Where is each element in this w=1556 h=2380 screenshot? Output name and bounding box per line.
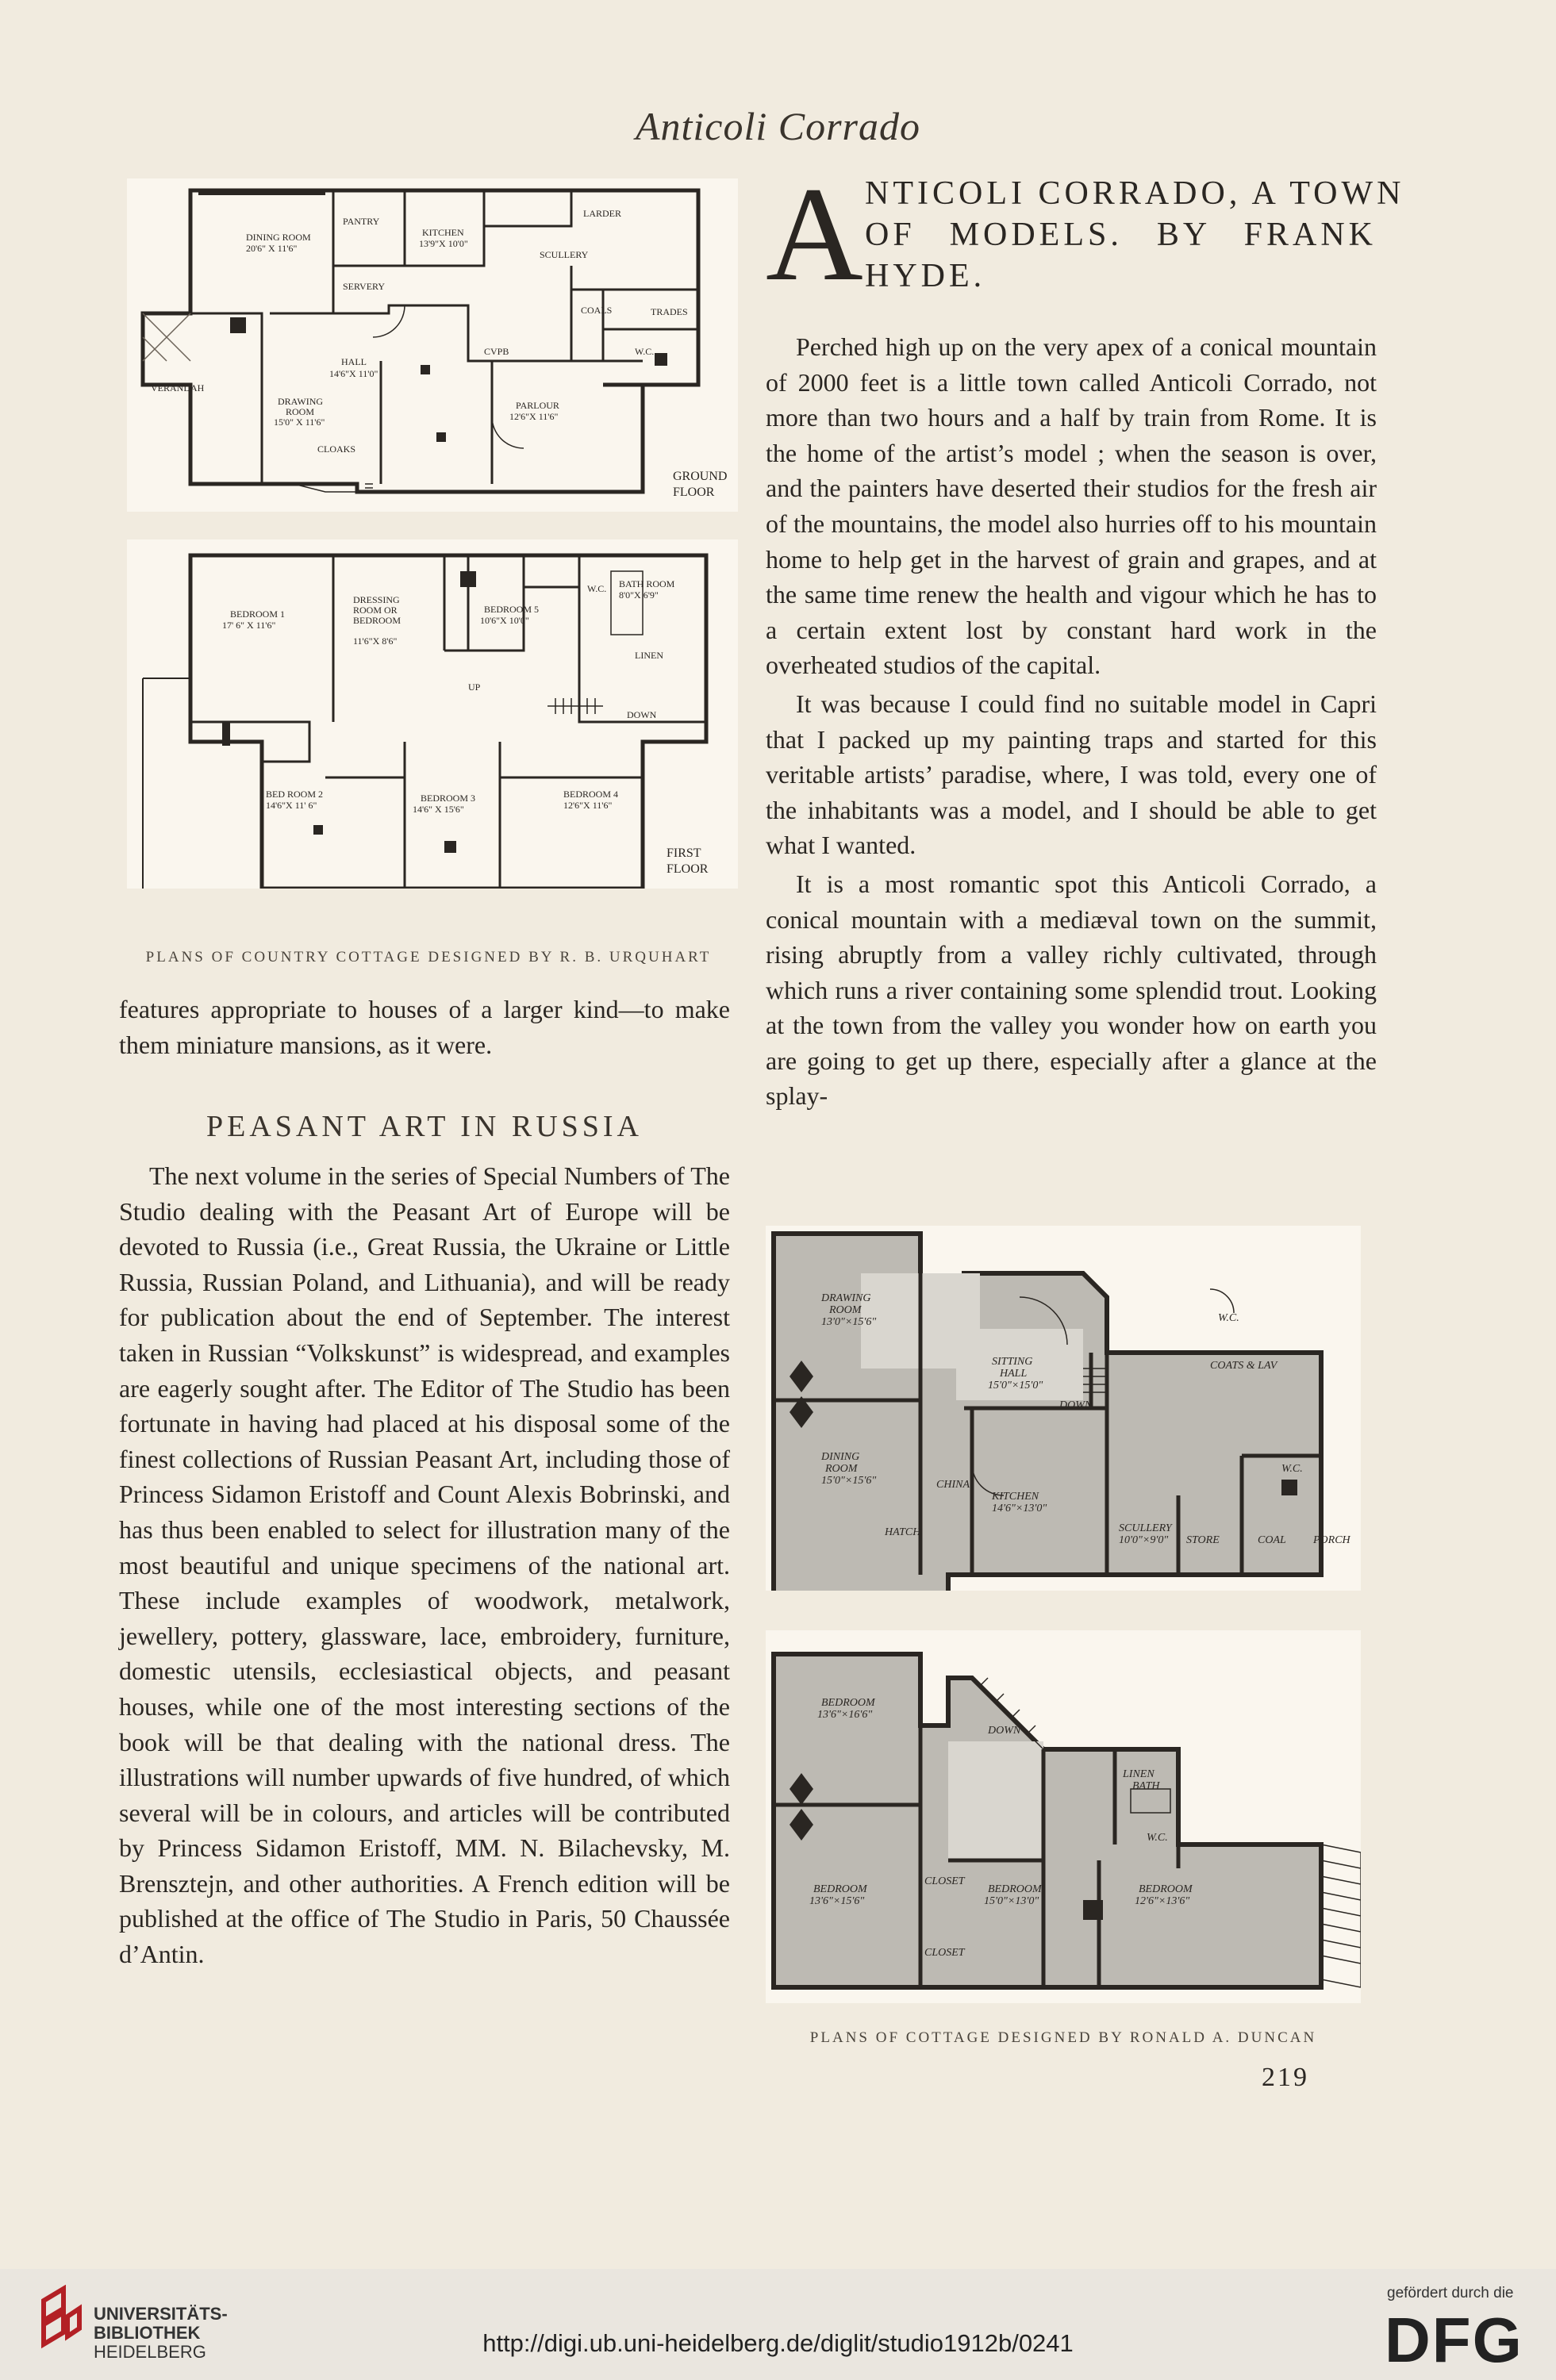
plan-label: COATS & LAV bbox=[1210, 1360, 1277, 1372]
dropcap: A bbox=[766, 159, 863, 309]
plan-label: W.C. bbox=[635, 346, 655, 357]
plan-label: W.C. bbox=[1147, 1832, 1168, 1844]
article-paragraph: Perched high up on the very apex of a conical mountain of 2000 feet is a little town called Anticoli Corrado, not more than two hours and a half by train from Rome. It is the home of the artist’s model ; when the season is over, and the painters have deserted their studios for the fresh air of the mountains, the model also hurries off to his mountain home to help get in the harvest of grain and grapes, and at the same time renew the health and vigour which he has to a certain extent lost by constant hard work in the overheated studios of the capital. bbox=[766, 332, 1377, 680]
plan-label: UP bbox=[468, 681, 481, 693]
plan-label: LINEN bbox=[635, 650, 663, 661]
plan-label: DRESSING bbox=[353, 594, 400, 605]
plan-label: SCULLERY bbox=[540, 249, 589, 260]
plan-label: BATH ROOM bbox=[619, 578, 675, 589]
plan-label: COAL bbox=[1258, 1534, 1286, 1546]
plan-label: HALL bbox=[341, 356, 367, 367]
section-body: The next volume in the series of Special Numbers of The Studio dealing with the Peasant Art of Europe will be devoted to Russia (i.e., Great Russia, the Ukraine or Little Russia, Russian Poland, and Lithuania), and will be ready for publication about the end of September. The interest taken in Russian “Volkskunst” is widespread, and examples are eagerly sought after. The Editor of The Studio has been fortunate in having had placed at his disposal some of the finest collections of Russian Peasant Art, including those of Princess Sidamon Eristoff and Count Alexis Bobrinski, and has thus been enabled to select for illustration many of the most beautiful and unique specimens of the national art. These include examples of woodwork, metalwork, jewellery, pottery, glassware, lace, embroidery, furniture, domestic utensils, ecclesiastical objects, and peasant houses, while one of the most interesting sections of the book will be that dealing with the national dress. The illustrations will number upwards of five hundred, of which several will be in colours, and articles will be contributed by Princess Sidamon Eristoff, MM. N. Bilachevsky, M. Brensztejn, and other authorities. A French edition will be published at the office of The Studio in Paris, 50 Chaussée d’Antin. bbox=[119, 1161, 730, 1969]
plan-label: CLOSET bbox=[924, 1947, 965, 1959]
plan-label: DINING bbox=[821, 1451, 860, 1463]
article-paragraph: It was because I could find no suitable model in Capri that I packed up my painting traps and started for this veritable artists’ paradise, where, I was told, every one of the inhabitants was a model, and I should be able to get what I wanted. bbox=[766, 689, 1377, 860]
urquhart-plan-caption: PLANS OF COUNTRY COTTAGE DESIGNED BY R. B. URQUHART bbox=[145, 949, 712, 965]
plan-label: BED ROOM 2 bbox=[266, 789, 324, 800]
plan-label: W.C. bbox=[587, 583, 607, 594]
running-head: Anticoli Corrado bbox=[635, 104, 921, 148]
plan-label: 10'0"×9'0" bbox=[1119, 1534, 1169, 1546]
plan-label: 12'6"×13'6" bbox=[1135, 1895, 1190, 1907]
plan-label: 14'6"×13'0" bbox=[992, 1503, 1047, 1514]
plan-label: 15'0"×15'0" bbox=[988, 1380, 1043, 1392]
plan-label: 13'9"X 10'0" bbox=[419, 238, 468, 249]
plan-label: DOWN bbox=[627, 709, 657, 720]
plan-label: 13'0"×15'6" bbox=[821, 1316, 877, 1328]
plan-label: DOWN bbox=[988, 1725, 1021, 1737]
title-line: HYDE. bbox=[865, 258, 986, 294]
urquhart-first-floor-plan bbox=[127, 539, 738, 889]
plan-label: 11'6"X 8'6" bbox=[353, 635, 398, 647]
plan-label: BEDROOM 1 bbox=[230, 608, 286, 620]
plan-label: BEDROOM bbox=[1139, 1883, 1193, 1895]
plan-label: 15'0"×15'6" bbox=[821, 1475, 877, 1487]
plan-label: 14'6"X 11' 6" bbox=[266, 800, 317, 811]
plan-label: BEDROOM bbox=[821, 1697, 875, 1709]
plan-label: BEDROOM bbox=[988, 1883, 1042, 1895]
continuation-paragraph: features appropriate to houses of a larger kind—to make them miniature mansions, as it were. bbox=[119, 995, 730, 1059]
article-paragraph: It is a most romantic spot this Anticoli Corrado, a conical mountain with a mediæval town on the summit, rising abruptly from a valley richly cultivated, through which runs a river containing some splendid trout. Looking at the town from the valley you wonder how on earth you are going to get up there, especially after a glance at the splay- bbox=[766, 869, 1377, 1111]
institution-line: UNIVERSITÄTS- bbox=[94, 2304, 228, 2324]
plan-label: 10'6"X 10'0" bbox=[480, 615, 529, 626]
section-heading: PEASANT ART IN RUSSIA bbox=[206, 1110, 643, 1143]
page-number: 219 bbox=[1262, 2063, 1309, 2092]
plan-label: BEDROOM 3 bbox=[421, 793, 476, 804]
plan-label: CLOAKS bbox=[317, 443, 356, 455]
plan-label: 17' 6" X 11'6" bbox=[222, 620, 276, 631]
plan-label: ROOM bbox=[825, 1463, 858, 1475]
footer-bar bbox=[0, 2269, 1556, 2380]
plan-label: PANTRY bbox=[343, 216, 380, 227]
plan-label: FIRST bbox=[667, 846, 701, 860]
dfg-logo: DFG bbox=[1385, 2305, 1523, 2375]
plan-label: DRAWING bbox=[278, 396, 324, 407]
title-line: NTICOLI CORRADO, A TOWN bbox=[865, 175, 1405, 212]
plan-label: LINEN bbox=[1123, 1768, 1155, 1780]
plan-label: STORE bbox=[1186, 1534, 1220, 1546]
plan-label: CVPB bbox=[484, 346, 509, 357]
title-line: OF MODELS. BY FRANK bbox=[865, 217, 1377, 253]
plan-label: VERANDAH bbox=[151, 382, 205, 393]
funding-label: gefördert durch die bbox=[1387, 2285, 1514, 2301]
urquhart-ground-floor-plan bbox=[127, 178, 738, 512]
duncan-plan-caption: PLANS OF COTTAGE DESIGNED BY RONALD A. DUNCAN bbox=[809, 2029, 1317, 2046]
plan-label: DRAWING bbox=[821, 1292, 871, 1304]
plan-label: KITCHEN bbox=[422, 227, 464, 238]
plan-label: 12'6"X 11'6" bbox=[509, 411, 559, 422]
plan-label: BATH bbox=[1132, 1780, 1160, 1792]
plan-label: SERVERY bbox=[343, 281, 386, 292]
plan-label: CLOSET bbox=[924, 1875, 965, 1887]
plan-label: 14'6" X 15'6" bbox=[413, 804, 464, 815]
plan-label: 12'6"X 11'6" bbox=[563, 800, 613, 811]
plan-label: 15'0" X 11'6" bbox=[274, 416, 325, 428]
plan-label: CHINA bbox=[936, 1479, 970, 1491]
plan-label: ROOM bbox=[829, 1304, 862, 1316]
plan-label: 13'6"×15'6" bbox=[809, 1895, 865, 1907]
plan-label: ROOM OR bbox=[353, 605, 398, 616]
plan-label: W.C. bbox=[1218, 1312, 1239, 1324]
plan-label: BEDROOM 4 bbox=[563, 789, 619, 800]
institution-line: HEIDELBERG bbox=[94, 2342, 206, 2362]
duncan-ground-floor-plan bbox=[766, 1226, 1361, 1591]
plan-label: DOWN bbox=[1059, 1399, 1093, 1411]
plan-label: 20'6" X 11'6" bbox=[246, 243, 298, 254]
plan-label: FLOOR bbox=[673, 486, 715, 499]
plan-label: COALS bbox=[581, 305, 613, 316]
plan-label: BEDROOM bbox=[813, 1883, 867, 1895]
institution-line: BIBLIOTHEK bbox=[94, 2323, 201, 2343]
plan-label: FLOOR bbox=[667, 862, 709, 876]
plan-label: SCULLERY bbox=[1119, 1522, 1172, 1534]
plan-label: 8'0"X 6'9" bbox=[619, 589, 659, 601]
plan-label: 14'6"X 11'0" bbox=[329, 368, 378, 379]
plan-label: 15'0"×13'0" bbox=[984, 1895, 1039, 1907]
plan-label: TRADES bbox=[651, 306, 688, 317]
plan-label: PORCH bbox=[1313, 1534, 1350, 1546]
article-title bbox=[766, 159, 1405, 309]
plan-label: ROOM bbox=[286, 406, 315, 417]
plan-label: 13'6"×16'6" bbox=[817, 1709, 873, 1721]
duncan-first-floor-plan bbox=[766, 1630, 1361, 2003]
plan-label: DINING ROOM bbox=[246, 232, 311, 243]
plan-label: BEDROOM 5 bbox=[484, 604, 540, 615]
plan-label: PARLOUR bbox=[516, 400, 559, 411]
plan-label: KITCHEN bbox=[992, 1491, 1039, 1503]
plan-label: HALL bbox=[1000, 1368, 1028, 1380]
plan-label: GROUND bbox=[673, 470, 728, 483]
plan-label: W.C. bbox=[1281, 1463, 1303, 1475]
plan-label: HATCH bbox=[885, 1526, 921, 1538]
permalink-url[interactable]: http://digi.ub.uni-heidelberg.de/diglit/studio1912b/0241 bbox=[482, 2329, 1074, 2357]
plan-label: SITTING bbox=[992, 1356, 1033, 1368]
plan-label: BEDROOM bbox=[353, 615, 401, 626]
plan-label: LARDER bbox=[583, 208, 621, 219]
